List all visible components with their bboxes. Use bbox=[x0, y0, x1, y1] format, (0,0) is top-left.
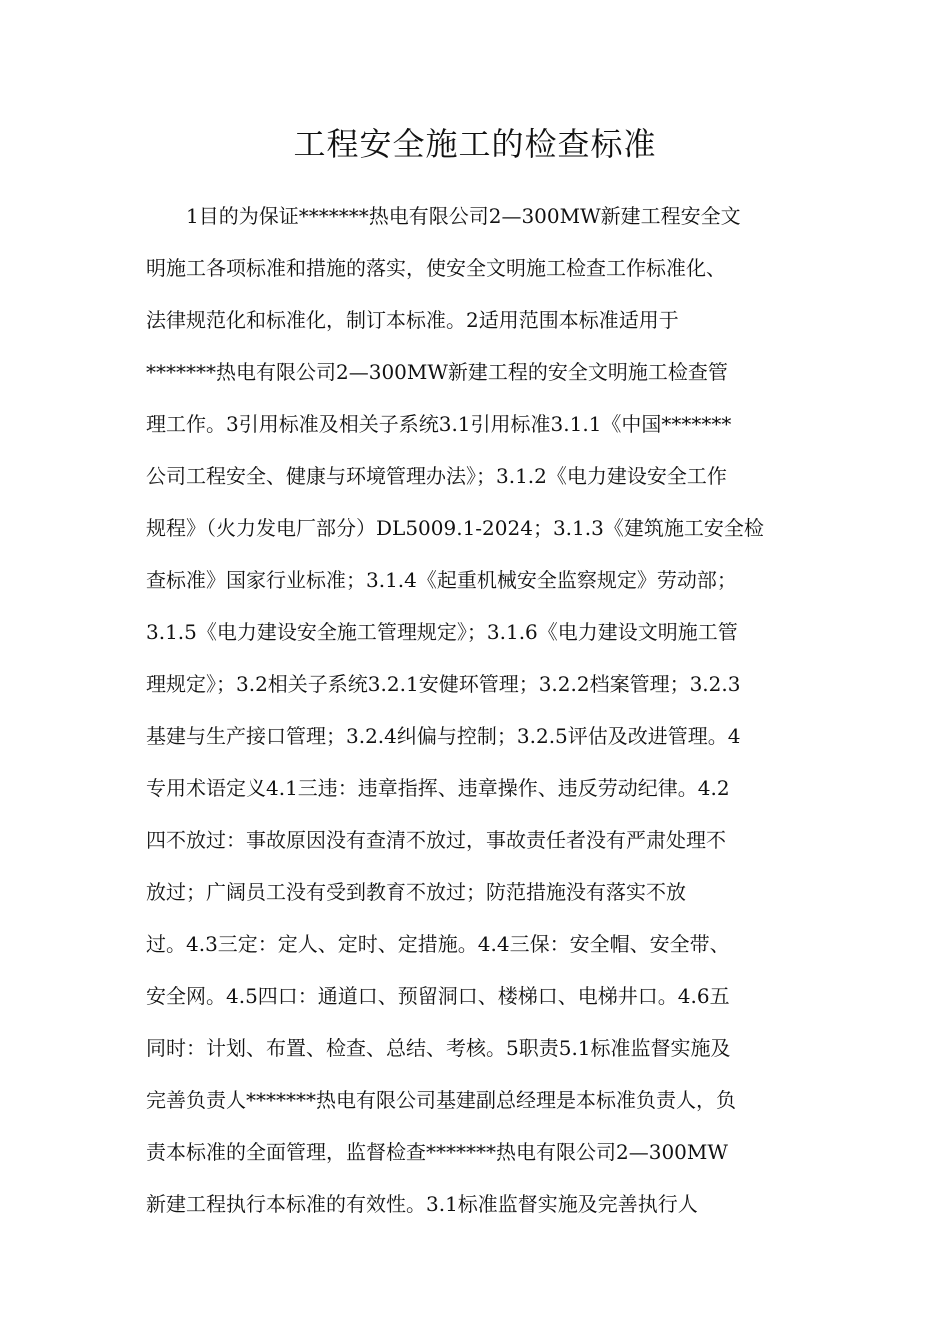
text-line: 专用术语定义4.1三违：违章指挥、违章操作、违反劳动纪律。4.2 bbox=[146, 776, 730, 800]
text-line: 理规定》；3.2相关子系统3.2.1安健环管理；3.2.2档案管理；3.2.3 bbox=[146, 672, 741, 696]
text-line: 公司工程安全、健康与环境管理办法》；3.1.2《电力建设安全工作 bbox=[146, 464, 727, 488]
text-line: 1目的为保证*******热电有限公司2—300MW新建工程安全文 bbox=[186, 204, 741, 228]
text-line: 安全网。4.5四口：通道口、预留洞口、楼梯口、电梯井口。4.6五 bbox=[146, 984, 730, 1008]
text-line: *******热电有限公司2—300MW新建工程的安全文明施工检查管 bbox=[146, 360, 728, 384]
text-line: 基建与生产接口管理；3.2.4纠偏与控制；3.2.5评估及改进管理。4 bbox=[146, 724, 741, 748]
body-text bbox=[146, 198, 816, 1238]
text-line: 理工作。3引用标准及相关子系统3.1引用标准3.1.1《中国******* bbox=[146, 412, 732, 436]
text-line: 四不放过：事故原因没有查清不放过，事故责任者没有严肃处理不 bbox=[146, 828, 726, 852]
text-line: 3.1.5《电力建设安全施工管理规定》；3.1.6《电力建设文明施工管 bbox=[146, 620, 738, 644]
document-title: 工程安全施工的检查标准 bbox=[293, 125, 657, 163]
text-line: 责本标准的全面管理，监督检查*******热电有限公司2—300MW bbox=[146, 1140, 728, 1164]
text-line: 放过；广阔员工没有受到教育不放过；防范措施没有落实不放 bbox=[146, 880, 686, 904]
text-line: 完善负责人*******热电有限公司基建副总经理是本标准负责人，负 bbox=[146, 1088, 736, 1112]
text-line: 明施工各项标准和措施的落实，使安全文明施工检查工作标准化、 bbox=[146, 256, 726, 280]
text-line: 过。4.3三定：定人、定时、定措施。4.4三保：安全帽、安全带、 bbox=[146, 932, 730, 956]
text-line: 同时：计划、布置、检查、总结、考核。5职责5.1标准监督实施及 bbox=[146, 1036, 731, 1060]
text-line: 查标准》国家行业标准；3.1.4《起重机械安全监察规定》劳动部； bbox=[146, 568, 737, 592]
text-line: 法律规范化和标准化，制订本标准。2适用范围本标准适用于 bbox=[146, 308, 679, 332]
text-line: 新建工程执行本标准的有效性。3.1标准监督实施及完善执行人 bbox=[146, 1192, 698, 1216]
text-line: 规程》（火力发电厂部分）DL5009.1-2024；3.1.3《建筑施工安全检 bbox=[146, 516, 764, 540]
